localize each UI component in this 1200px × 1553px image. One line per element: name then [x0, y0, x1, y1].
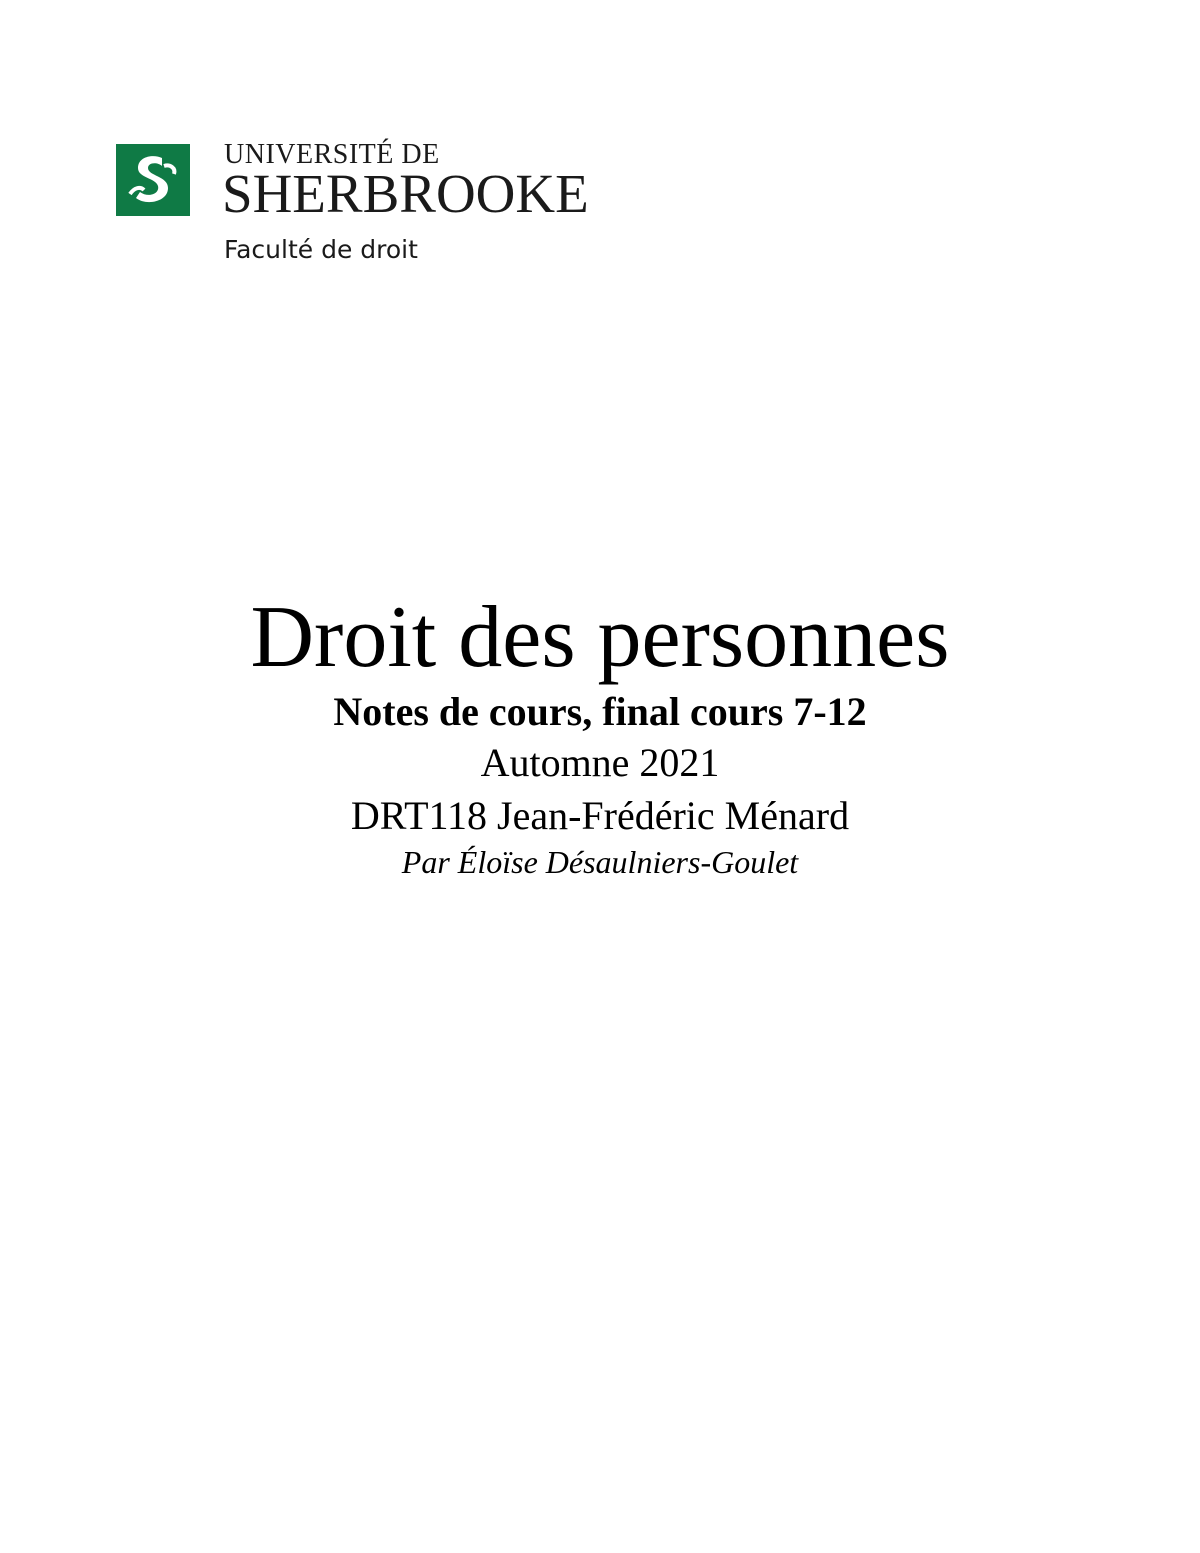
- document-title: Droit des personnes: [250, 589, 950, 686]
- university-s-emblem-icon: [116, 144, 190, 216]
- logo-faculty-name: Faculté de droit: [224, 235, 418, 264]
- cover-title-block: [0, 588, 1200, 882]
- university-logo: [116, 140, 656, 280]
- logo-university-line: UNIVERSITÉ DE: [224, 139, 440, 170]
- document-subtitle: Notes de cours, final cours 7-12: [333, 689, 867, 734]
- document-session: Automne 2021: [480, 740, 720, 785]
- document-author: Par Éloïse Désaulniers-Goulet: [401, 844, 799, 880]
- logo-sherbrooke-line: SHERBROOKE: [222, 163, 589, 224]
- document-course: DRT118 Jean-Frédéric Ménard: [350, 793, 850, 838]
